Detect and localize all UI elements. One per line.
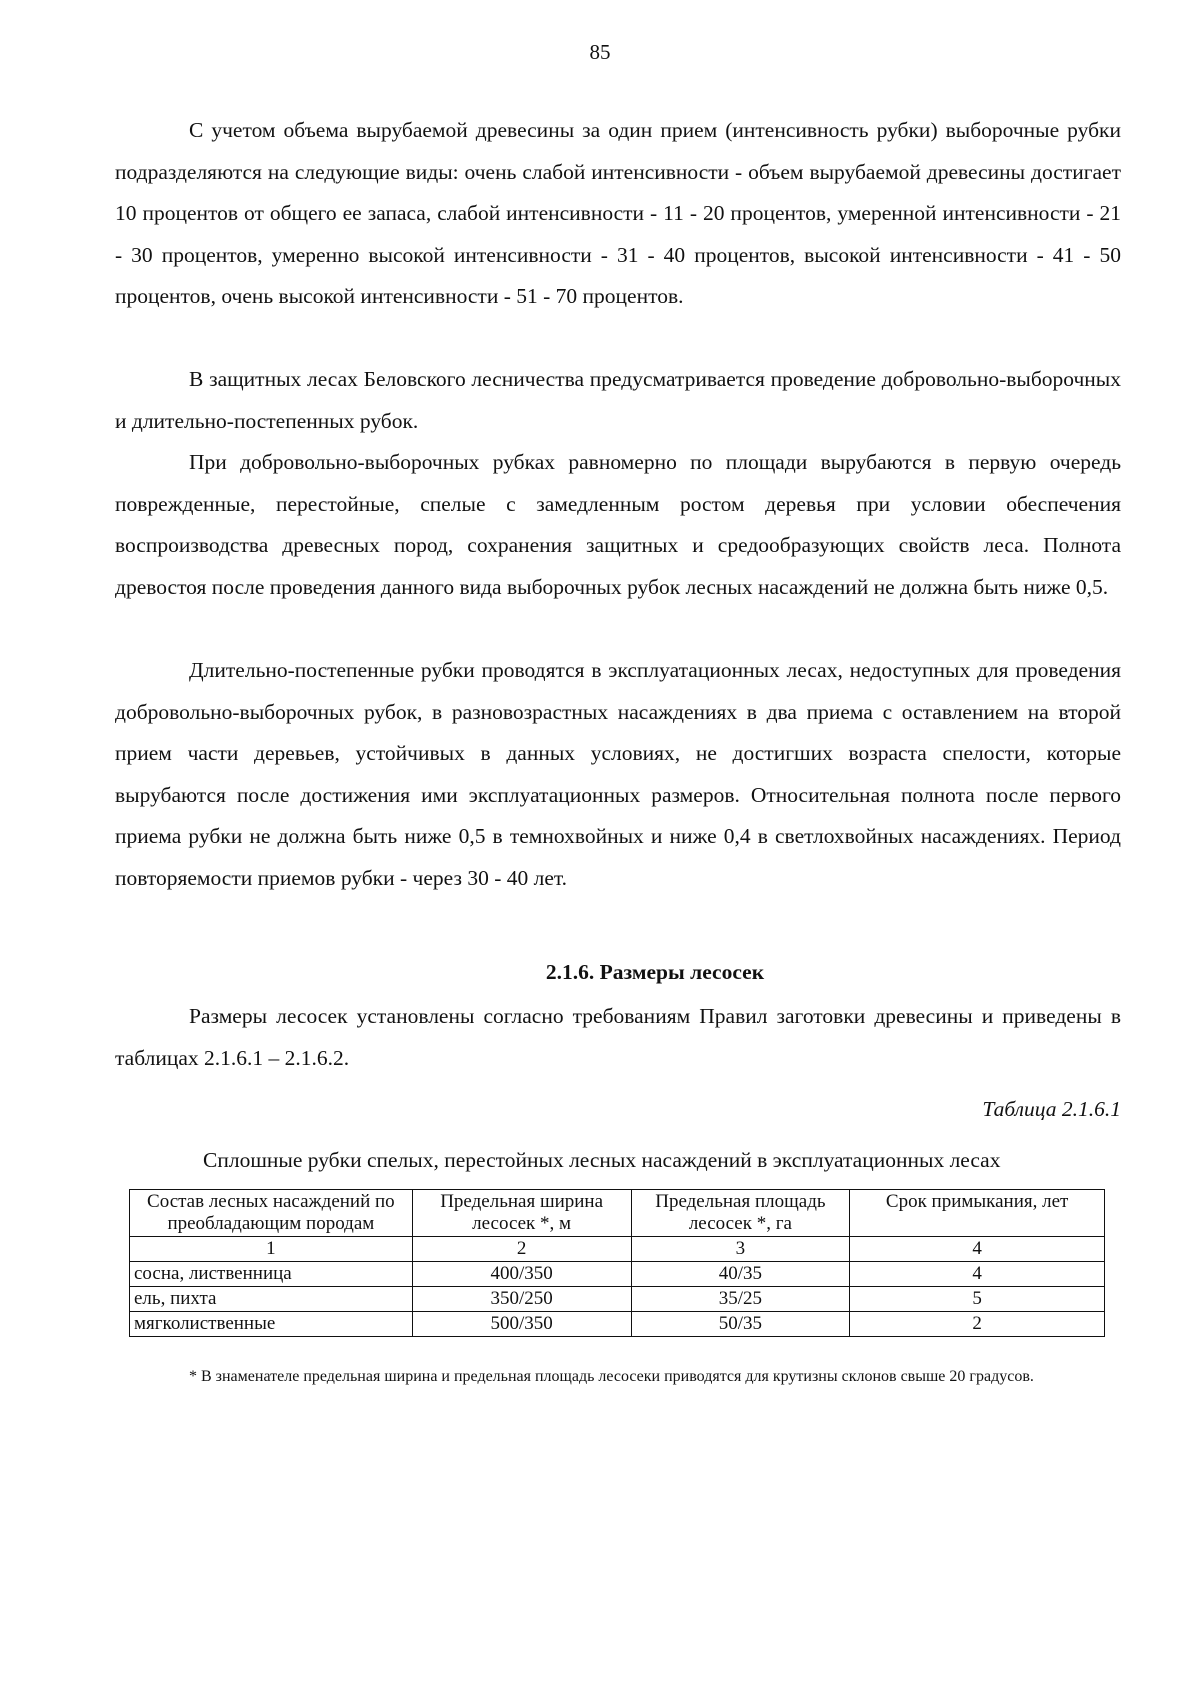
table-label: Таблица 2.1.6.1 (982, 1097, 1121, 1121)
table-column-number-row (130, 1237, 1105, 1262)
table-cell: 50/35 (631, 1312, 850, 1337)
table-header-cell: Предельная площадь лесосек *, га (631, 1190, 850, 1237)
paragraph: В защитных лесах Беловского лесничества предусматривается проведение добровольно-выборочных и длительно-постепенных рубок. (115, 367, 1121, 433)
table-row (130, 1287, 1105, 1312)
table-cell: 2 (850, 1312, 1105, 1337)
table-cell: 5 (850, 1287, 1105, 1312)
table-row (130, 1312, 1105, 1337)
table-cell: 40/35 (631, 1262, 850, 1287)
table-cell: 500/350 (412, 1312, 631, 1337)
section-heading: 2.1.6. Размеры лесосек (545, 960, 765, 984)
table-header-cell: Предельная ширина лесосек *, м (412, 1190, 631, 1237)
table-row (130, 1262, 1105, 1287)
table-header-cell: Срок примыкания, лет (850, 1190, 1105, 1237)
column-number-cell: 2 (412, 1237, 631, 1262)
felling-area-table (129, 1189, 1105, 1337)
table-cell: 350/250 (412, 1287, 631, 1312)
page-number: 85 (589, 40, 611, 64)
table-caption: Сплошные рубки спелых, перестойных лесных насаждений в эксплуатационных лесах (203, 1148, 1001, 1172)
paragraph: При добровольно-выборочных рубках равномерно по площади вырубаются в первую очередь поврежденные, перестойные, спелые с замедленным ростом деревья при условии обеспечения воспроизводства древесных пород, сохранения защитных и средообразующих свойств леса. Полнота древостоя после проведения данного вида выборочных рубок лесных насаждений не должна быть ниже 0,5. (115, 450, 1121, 599)
table-footnote: * В знаменателе предельная ширина и предельная площадь лесосеки приводятся для крутизны склонов свыше 20 градусов. (189, 1368, 1034, 1385)
column-number-cell: 4 (850, 1237, 1105, 1262)
column-number-cell: 3 (631, 1237, 850, 1262)
body-text-block (115, 110, 1121, 318)
paragraph: С учетом объема вырубаемой древесины за один прием (интенсивность рубки) выборочные рубки подразделяются на следующие виды: очень слабой интенсивности - объем вырубаемой древесины достигает 10 процентов от общего ее запаса, слабой интенсивности - 11 - 20 процентов, умеренной интенсивности - 21 - 30 процентов, умеренно высокой интенсивности - 31 - 40 процентов, высокой интенсивности - 41 - 50 процентов, очень высокой интенсивности - 51 - 70 процентов. (115, 118, 1121, 308)
body-text-block (115, 359, 1121, 442)
section-intro: Размеры лесосек установлены согласно требованиям Правил заготовки древесины и приведены в таблицах 2.1.6.1 – 2.1.6.2. (115, 1004, 1121, 1070)
column-number-cell: 1 (130, 1237, 413, 1262)
table-cell: ель, пихта (130, 1287, 413, 1312)
table-cell: 35/25 (631, 1287, 850, 1312)
table-cell: сосна, лиственница (130, 1262, 413, 1287)
body-text-block (115, 442, 1121, 608)
paragraph: Длительно-постепенные рубки проводятся в эксплуатационных лесах, недоступных для проведения добровольно-выборочных рубок, в разновозрастных насаждениях в два приема с оставлением на второй прием части деревьев, устойчивых в данных условиях, не достигших возраста спелости, которые вырубаются после достижения ими эксплуатационных размеров. Относительная полнота после первого приема рубки не должна быть ниже 0,5 в темнохвойных и ниже 0,4 в светлохвойных насаждениях. Период повторяемости приемов рубки - через 30 - 40 лет. (115, 658, 1121, 890)
body-text-block (115, 650, 1121, 899)
table-cell: 4 (850, 1262, 1105, 1287)
table-header-cell: Состав лесных насаждений по преобладающим породам (130, 1190, 413, 1237)
body-text-block (115, 996, 1121, 1079)
table-cell: мягколиственные (130, 1312, 413, 1337)
table-cell: 400/350 (412, 1262, 631, 1287)
table-header-row (130, 1190, 1105, 1237)
